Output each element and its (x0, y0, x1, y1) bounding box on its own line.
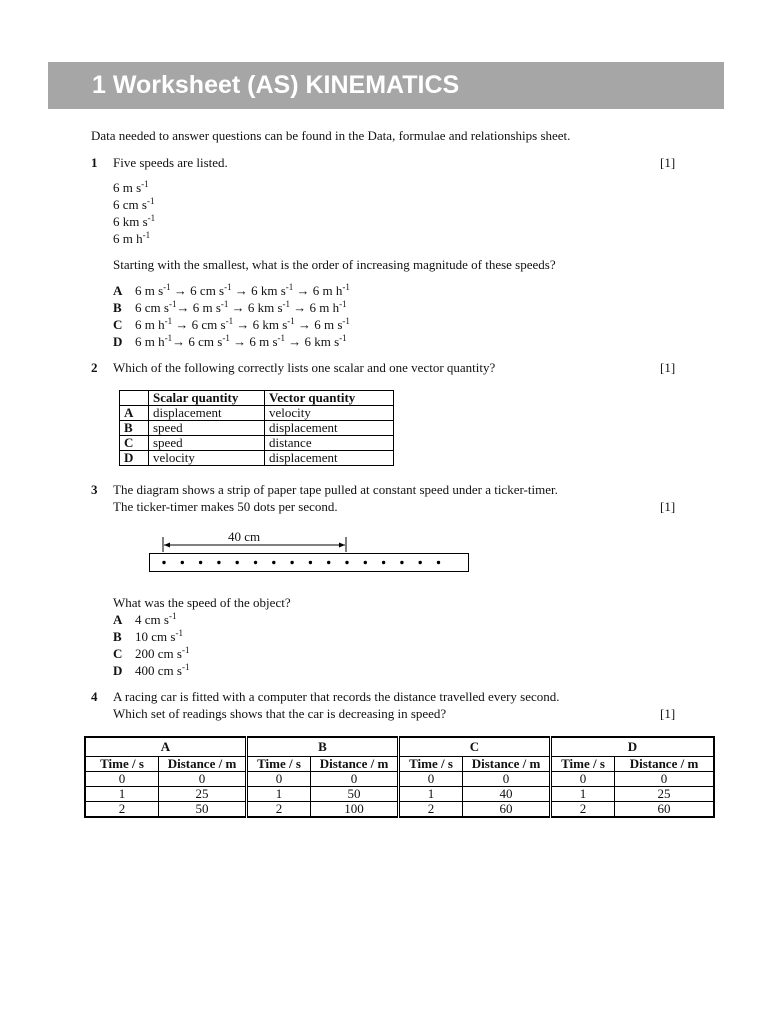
q1-option-c[interactable]: C 6 m $h^{-1} \to 6$ cm $s^{-1} \to 6$ km $s^{-1} \to 6$ m $s^{-1}$ (113, 316, 350, 332)
speed-item: 6 km $s^{-1}$ (113, 213, 156, 229)
col-time: Time / s (399, 757, 463, 772)
q2-marks: [1] (660, 360, 676, 375)
q1-marks: [1] (660, 155, 676, 170)
header-vector: Vector quantity (265, 391, 394, 406)
col-time: Time / s (247, 757, 311, 772)
q1-option-b[interactable]: B 6 cm $s^{-1}\to 6$ m $s^{-1} \to 6$ km $s^{-1} \to 6$ m $h^{-1}$ (113, 299, 347, 315)
table-row: 1 25 1 50 1 40 1 25 (85, 787, 714, 802)
table-row: 2 50 2 100 2 60 2 60 (85, 802, 714, 818)
q3-option-c[interactable]: C 200 cm $s^{-1}$ (113, 645, 190, 661)
group-header-b[interactable]: B (247, 737, 399, 757)
q1-prompt: Starting with the smallest, what is the order of increasing magnitude of these speeds? (113, 257, 556, 272)
tape-dot (162, 561, 165, 564)
q4-text-2: Which set of readings shows that the car is decreasing in speed? (113, 706, 447, 721)
tape-dot (364, 561, 367, 564)
q3-marks: [1] (660, 499, 676, 514)
tape-dot (272, 561, 275, 564)
q3-options (113, 612, 189, 680)
q4-text-1: A racing car is fitted with a computer that records the distance travelled every second. (113, 689, 560, 704)
tape-length-label: 40 cm (228, 529, 261, 544)
tape-svg (145, 528, 475, 576)
tape-dot (309, 561, 312, 564)
tape-dot (181, 561, 184, 564)
table-row[interactable]: B speed displacement (120, 421, 394, 436)
q2-number: 2 (91, 360, 98, 375)
q4-number: 4 (91, 689, 98, 704)
col-time: Time / s (551, 757, 615, 772)
col-distance: Distance / m (463, 757, 551, 772)
tape-dot (437, 561, 440, 564)
q1-option-a[interactable]: A 6 m $s^{-1} \to 6$ cm $s^{-1} \to 6$ km $s^{-1} \to 6$ m $h^{-1}$ (113, 282, 350, 298)
col-distance: Distance / m (311, 757, 399, 772)
tape-dot (217, 561, 220, 564)
col-distance: Distance / m (159, 757, 247, 772)
table-row[interactable]: C speed distance (120, 436, 394, 451)
arrowhead-right-icon (339, 543, 345, 548)
col-time: Time / s (85, 757, 159, 772)
q1-text: Five speeds are listed. (113, 155, 228, 170)
tape-dot (327, 561, 330, 564)
q4-marks: [1] (660, 706, 676, 721)
col-distance: Distance / m (615, 757, 715, 772)
q3-number: 3 (91, 482, 98, 497)
tape-dot (400, 561, 403, 564)
q1-options (113, 283, 350, 351)
q3-text-2: The ticker-timer makes 50 dots per second. (113, 499, 338, 514)
tape-dot (419, 561, 422, 564)
tape-dot (236, 561, 239, 564)
arrowhead-left-icon (164, 543, 170, 548)
tape-dot (199, 561, 202, 564)
q3-option-d[interactable]: D 400 cm $s^{-1}$ (113, 662, 190, 678)
table-corner (120, 391, 149, 406)
page-title: 1 Worksheet (AS) KINEMATICS (92, 71, 460, 99)
speed-item: 6 m $h^{-1}$ (113, 230, 151, 246)
tape-dot (254, 561, 257, 564)
q1-number: 1 (91, 155, 98, 170)
q3-prompt: What was the speed of the object? (113, 595, 291, 610)
q1-option-d[interactable]: D 6 m $h^{-1}\to 6$ cm $s^{-1} \to 6$ m $s^{-1} \to 6$ km $s^{-1}$ (113, 333, 347, 349)
tape-dot (345, 561, 348, 564)
speed-item: 6 m $s^{-1}$ (113, 179, 149, 195)
q4-table (84, 736, 715, 818)
group-header-a[interactable]: A (85, 737, 247, 757)
group-header-c[interactable]: C (399, 737, 551, 757)
intro-text: Data needed to answer questions can be found in the Data, formulae and relationships sheet. (91, 128, 571, 143)
q3-text-1: The diagram shows a strip of paper tape pulled at constant speed under a ticker-timer. (113, 482, 558, 497)
speed-item: 6 cm $s^{-1}$ (113, 196, 155, 212)
tape-dots (162, 561, 440, 564)
q1-speed-list (113, 180, 155, 248)
ticker-tape-diagram (145, 528, 475, 576)
title-banner (48, 62, 724, 109)
table-row[interactable]: D velocity displacement (120, 451, 394, 466)
group-header-d[interactable]: D (551, 737, 715, 757)
tape-dot (382, 561, 385, 564)
table-row: 0 0 0 0 0 0 0 0 (85, 772, 714, 787)
tape-dot (290, 561, 293, 564)
q2-text: Which of the following correctly lists one scalar and one vector quantity? (113, 360, 496, 375)
q2-table (119, 390, 394, 466)
q3-option-a[interactable]: A 4 cm $s^{-1}$ (113, 611, 177, 627)
table-row[interactable]: A displacement velocity (120, 406, 394, 421)
header-scalar: Scalar quantity (149, 391, 265, 406)
q3-option-b[interactable]: B 10 cm $s^{-1}$ (113, 628, 183, 644)
